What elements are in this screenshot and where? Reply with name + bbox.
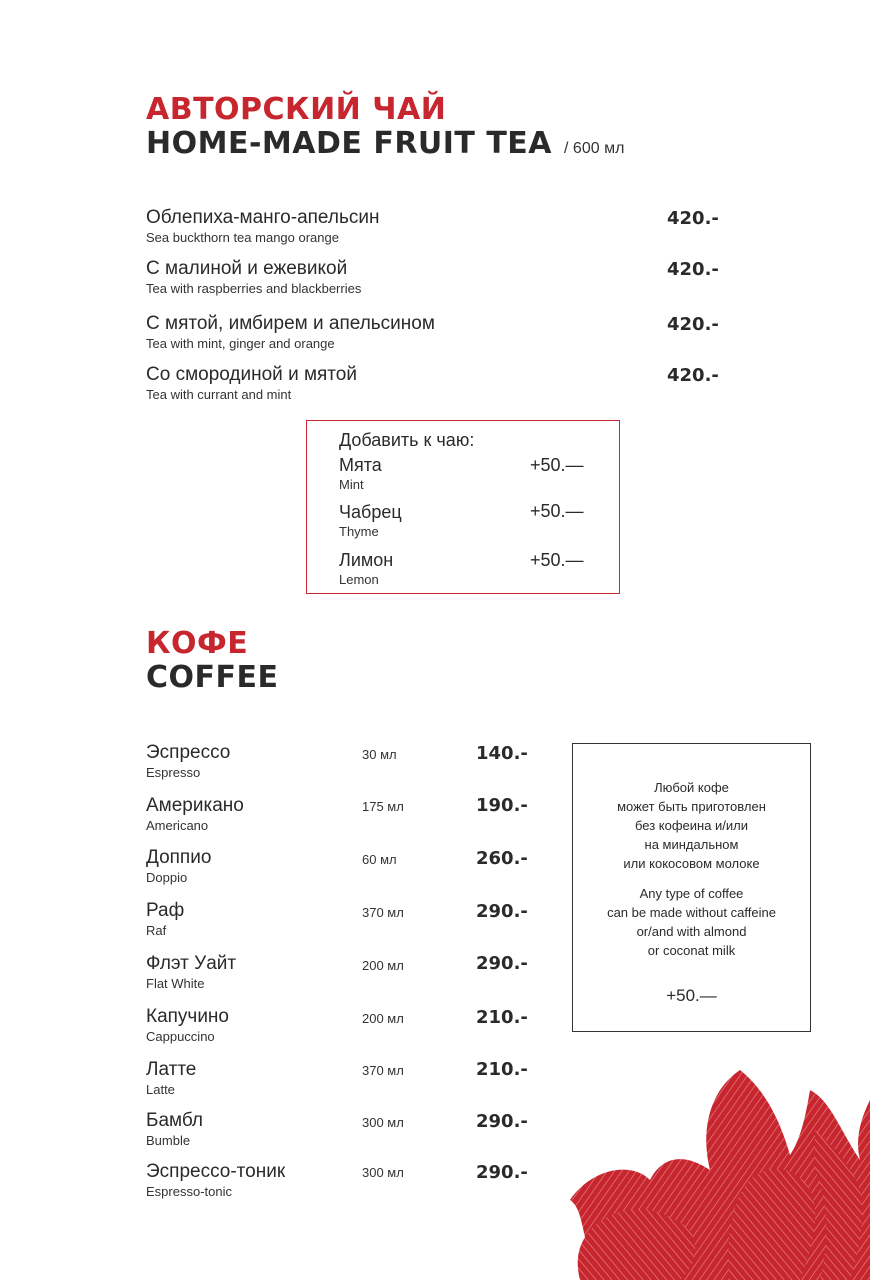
addon-name-en: Lemon	[339, 572, 379, 587]
addon-item	[339, 455, 382, 492]
coffee-item-price: 290.-	[476, 953, 528, 974]
coffee-item-name-en: Bumble	[146, 1133, 191, 1148]
coffee-item-name-ru: Латте	[146, 1059, 197, 1080]
coffee-item-name-en: Espresso-tonic	[146, 1184, 232, 1199]
coffee-item-size: 30 мл	[362, 747, 397, 762]
tea-item	[146, 313, 435, 351]
coffee-item	[146, 1059, 196, 1097]
tea-item-price: 420.-	[667, 365, 719, 386]
addon-name-ru: Лимон	[339, 550, 394, 570]
coffee-item	[146, 953, 236, 991]
coffee-item	[146, 1161, 285, 1199]
info-line: can be made without caffeine	[607, 905, 776, 920]
coffee-item-price: 260.-	[476, 848, 528, 869]
tea-volume: / 600 мл	[564, 140, 625, 157]
addon-item	[339, 550, 393, 587]
coffee-item-name-ru: Капучино	[146, 1006, 229, 1027]
coffee-item	[146, 795, 244, 833]
coffee-item-size: 370 мл	[362, 1063, 404, 1078]
coffee-title-ru: КОФЕ	[146, 626, 249, 661]
tea-title-ru: АВТОРСКИЙ ЧАЙ	[146, 92, 447, 127]
addon-name-ru: Чабрец	[339, 502, 402, 522]
addon-name-en: Mint	[339, 477, 364, 492]
tea-item-name-en: Sea buckthorn tea mango orange	[146, 230, 339, 245]
coffee-info-box	[572, 743, 811, 1032]
tea-item-name-ru: Со смородиной и мятой	[146, 364, 357, 385]
coffee-item-name-en: Americano	[146, 818, 209, 833]
coffee-item-price: 290.-	[476, 901, 528, 922]
coffee-item-size: 200 мл	[362, 1011, 404, 1026]
addon-price: +50.—	[530, 455, 584, 475]
coffee-item-name-en: Espresso	[146, 765, 201, 780]
red-flame-pattern-icon	[560, 1060, 870, 1280]
tea-item	[146, 364, 357, 402]
coffee-item-price: 290.-	[476, 1111, 528, 1132]
tea-item-name-en: Tea with currant and mint	[146, 387, 292, 402]
info-line: or/and with almond	[636, 924, 747, 939]
tea-addons-box	[306, 420, 620, 594]
coffee-item-name-ru: Американо	[146, 795, 244, 816]
info-line: Any type of coffee	[639, 886, 744, 901]
tea-item-name-en: Tea with mint, ginger and orange	[146, 336, 335, 351]
coffee-item-price: 190.-	[476, 795, 528, 816]
coffee-item-size: 300 мл	[362, 1115, 404, 1130]
tea-item	[146, 258, 361, 296]
addon-name-en: Thyme	[339, 524, 379, 539]
coffee-item-size: 175 мл	[362, 799, 404, 814]
coffee-item-price: 210.-	[476, 1007, 528, 1028]
tea-title-row	[146, 126, 624, 161]
coffee-item	[146, 1006, 229, 1044]
addon-name-ru: Мята	[339, 455, 382, 475]
tea-item-name-ru: Облепиха-манго-апельсин	[146, 207, 380, 228]
coffee-item-name-ru: Эспрессо-тоник	[146, 1161, 286, 1182]
coffee-item-size: 200 мл	[362, 958, 404, 973]
info-line: или кокосовом молоке	[623, 856, 760, 871]
coffee-item-price: 290.-	[476, 1162, 528, 1183]
coffee-item-name-ru: Бамбл	[146, 1110, 203, 1131]
tea-item-price: 420.-	[667, 314, 719, 335]
coffee-item-name-en: Raf	[146, 923, 167, 938]
tea-item	[146, 207, 379, 245]
info-line: Любой кофе	[654, 780, 729, 795]
info-line: на миндальном	[644, 837, 739, 852]
coffee-item-price: 210.-	[476, 1059, 528, 1080]
tea-title-en: HOME-MADE FRUIT TEA	[146, 126, 553, 161]
coffee-item-name-ru: Флэт Уайт	[146, 953, 237, 974]
tea-item-name-en: Tea with raspberries and blackberries	[146, 281, 362, 296]
info-line: or coconat milk	[647, 943, 736, 958]
coffee-item-name-ru: Эспрессо	[146, 742, 231, 763]
tea-item-name-ru: С мятой, имбирем и апельсином	[146, 313, 435, 334]
coffee-item	[146, 742, 230, 780]
coffee-item-name-ru: Доппио	[146, 847, 212, 868]
coffee-item-name-en: Doppio	[146, 870, 188, 885]
coffee-item-size: 300 мл	[362, 1165, 404, 1180]
coffee-info-ru	[573, 778, 810, 873]
coffee-item	[146, 900, 184, 938]
coffee-item	[146, 1110, 203, 1148]
tea-item-price: 420.-	[667, 259, 719, 280]
info-line: без кофеина и/или	[634, 818, 749, 833]
addons-title: Добавить к чаю:	[339, 430, 475, 450]
coffee-item-name-en: Cappuccino	[146, 1029, 215, 1044]
info-line: может быть приготовлен	[617, 799, 766, 814]
coffee-item-name-en: Flat White	[146, 976, 205, 991]
coffee-item-name-ru: Раф	[146, 900, 185, 921]
coffee-item-size: 60 мл	[362, 852, 397, 867]
coffee-info-price: +50.—	[666, 986, 717, 1005]
coffee-item	[146, 847, 211, 885]
coffee-title-en: COFFEE	[146, 660, 279, 695]
coffee-info-en	[573, 884, 810, 960]
addon-price: +50.—	[530, 550, 584, 570]
addon-item	[339, 502, 402, 539]
tea-item-price: 420.-	[667, 208, 719, 229]
coffee-item-size: 370 мл	[362, 905, 404, 920]
coffee-item-name-en: Latte	[146, 1082, 175, 1097]
tea-item-name-ru: С малиной и ежевикой	[146, 258, 348, 279]
addon-price: +50.—	[530, 501, 584, 521]
coffee-item-price: 140.-	[476, 743, 528, 764]
